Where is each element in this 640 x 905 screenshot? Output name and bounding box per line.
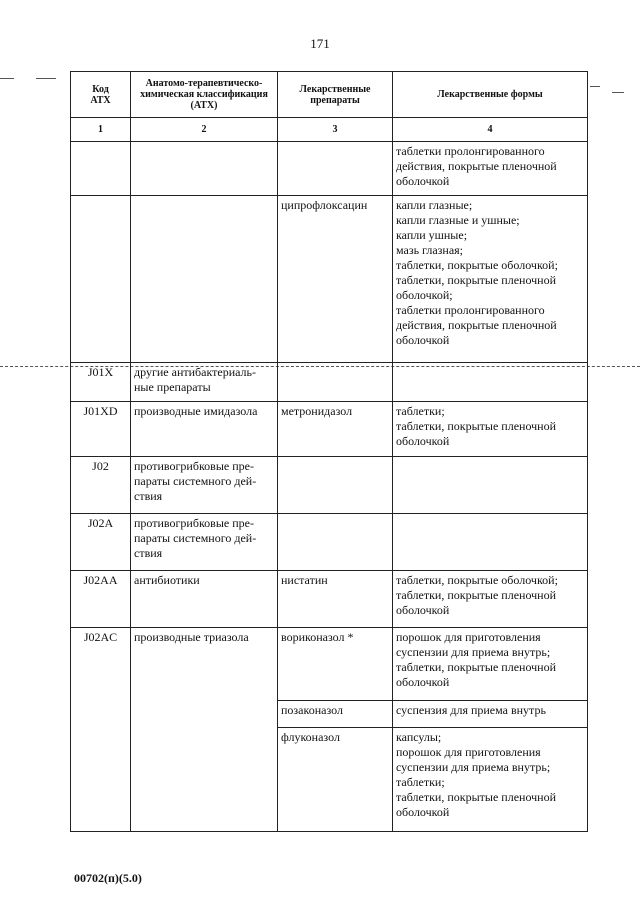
- dosage-forms: таблетки, покрытые оболочкой; таблетки, покрытые пленочной оболочкой: [393, 571, 588, 628]
- classification: другие антибактериаль- ные препараты: [131, 363, 278, 402]
- atx-code: [71, 142, 131, 196]
- drug-name: метронидазол: [278, 402, 393, 457]
- dosage-forms: капли глазные; капли глазные и ушные; капли ушные; мазь глазная; таблетки, покрытые оболочкой; таблетки, покрытые пленочной оболочкой; таблетки пролонгированного действия, покрытые пленочной оболочкой: [393, 196, 588, 363]
- table-row: [71, 514, 588, 571]
- table-row: [71, 457, 588, 514]
- dosage-forms: [393, 514, 588, 571]
- drug-name: вориконазол *: [278, 628, 393, 701]
- dosage-forms: [393, 457, 588, 514]
- dosage-forms: таблетки пролонгированного действия, покрытые пленочной оболочкой: [393, 142, 588, 196]
- dosage-forms: порошок для приготовления суспензии для приема внутрь; таблетки, покрытые пленочной оболочкой: [393, 628, 588, 701]
- header-forms: Лекарственные формы: [393, 72, 588, 118]
- scan-artifact-line: [0, 78, 14, 79]
- atx-code: J02AC: [71, 628, 131, 832]
- classification: противогрибковые пре- параты системного дей- ствия: [131, 514, 278, 571]
- table-row: [71, 142, 588, 196]
- scan-artifact-line: [612, 92, 624, 93]
- document-code: 00702(п)(5.0): [74, 871, 142, 885]
- header-drugs: Лекарственные препараты: [278, 72, 393, 118]
- atx-code: J01X: [71, 363, 131, 402]
- dosage-forms: [393, 363, 588, 402]
- atx-table: [70, 71, 588, 832]
- classification: [131, 142, 278, 196]
- atx-code: J01XD: [71, 402, 131, 457]
- table-row: [71, 363, 588, 402]
- atx-code: J02A: [71, 514, 131, 571]
- drug-name: ципрофлоксацин: [278, 196, 393, 363]
- table-row: [71, 196, 588, 363]
- drug-name: [278, 363, 393, 402]
- drug-name: [278, 457, 393, 514]
- classification: производные имидазола: [131, 402, 278, 457]
- column-number: 2: [131, 118, 278, 142]
- header-classification: Анатомо-терапевтическо- химическая классификация (АТХ): [131, 72, 278, 118]
- drug-name: флуконазол: [278, 728, 393, 832]
- classification: антибиотики: [131, 571, 278, 628]
- drug-name: позаконазол: [278, 701, 393, 728]
- dosage-forms: суспензия для приема внутрь: [393, 701, 588, 728]
- table-row: [71, 628, 588, 701]
- dosage-forms: капсулы; порошок для приготовления суспензии для приема внутрь; таблетки; таблетки, покрытые пленочной оболочкой: [393, 728, 588, 832]
- drug-name: [278, 142, 393, 196]
- classification: производные триазола: [131, 628, 278, 832]
- column-number: 4: [393, 118, 588, 142]
- scan-artifact-line: [590, 86, 600, 87]
- scan-artifact-line: [36, 78, 56, 79]
- column-number-row: [71, 118, 588, 142]
- table-row: [71, 571, 588, 628]
- atx-code: J02: [71, 457, 131, 514]
- classification: противогрибковые пре- параты системного дей- ствия: [131, 457, 278, 514]
- atx-code: [71, 196, 131, 363]
- atx-code: J02AA: [71, 571, 131, 628]
- column-number: 3: [278, 118, 393, 142]
- header-code: Код АТХ: [71, 72, 131, 118]
- dosage-forms: таблетки; таблетки, покрытые пленочной оболочкой: [393, 402, 588, 457]
- column-number: 1: [71, 118, 131, 142]
- drug-name: нистатин: [278, 571, 393, 628]
- drug-name: [278, 514, 393, 571]
- classification: [131, 196, 278, 363]
- table-row: [71, 402, 588, 457]
- page-number: 171: [310, 36, 330, 51]
